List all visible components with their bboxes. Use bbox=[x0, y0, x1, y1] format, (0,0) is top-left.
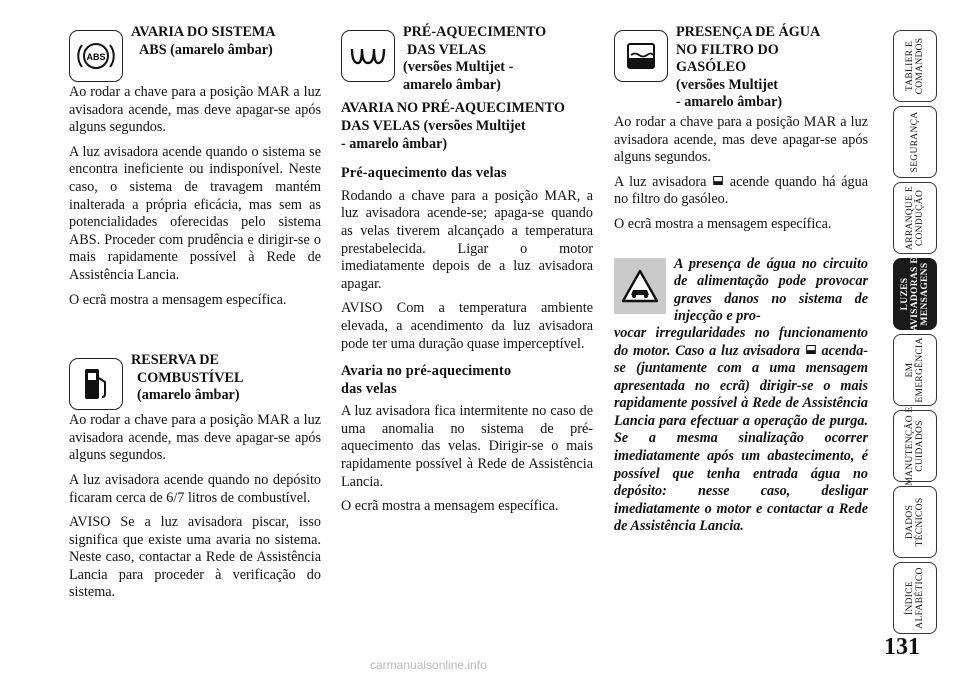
chapter-tab-6[interactable] bbox=[893, 486, 937, 558]
chapter-tab-7[interactable] bbox=[893, 562, 937, 634]
chapter-tab-2[interactable] bbox=[893, 182, 937, 254]
warning-triangle-icon bbox=[614, 258, 666, 314]
chapter-tabs bbox=[893, 30, 937, 638]
glow-subheading-1: Pré-aquecimento das velas bbox=[341, 165, 507, 182]
chapter-tab-label: LUZES AVISADORAS E MENSAGENS bbox=[900, 257, 930, 331]
water-paragraph-2 bbox=[614, 174, 868, 209]
chapter-tab-label: SEGURANÇA bbox=[910, 111, 920, 173]
page-number: 131 bbox=[884, 634, 920, 660]
fuel-title-line2: COMBUSTÍVEL bbox=[137, 369, 244, 386]
chapter-tab-3[interactable] bbox=[893, 258, 937, 330]
glow-fault-title-line2: DAS VELAS (versões Multijet bbox=[341, 117, 526, 134]
water-paragraph-3: O ecrã mostra a mensagem específica. bbox=[614, 215, 832, 232]
abs-title-line2: ABS (amarelo âmbar) bbox=[139, 41, 273, 58]
chapter-tab-label: DADOS TÉCNICOS bbox=[905, 497, 925, 547]
fuel-title-line1: RESERVA DE bbox=[131, 352, 219, 369]
fuel-title-line3: (amarelo âmbar) bbox=[137, 387, 240, 404]
warning-text-part-a: vocar irregularidades no funcionamento do motor. Caso a luz avisadora bbox=[614, 324, 868, 359]
fuel-paragraph-1: Ao rodar a chave para a posição MAR a luz avisadora acende, mas deve apagar-se após alguns segundos. bbox=[69, 412, 321, 464]
water-in-fuel-inline-icon-2 bbox=[805, 344, 817, 355]
glow-title-line3: (versões Multijet - bbox=[403, 59, 514, 76]
chapter-tab-0[interactable] bbox=[893, 30, 937, 102]
glow-paragraph-1: Rodando a chave para a posição MAR, a luz avisadora acende-se; apaga-se quando as velas tiverem alcançado a temperatura prestabelecida. Ligar o motor imediatamente depois de a luz avisadora apagar. bbox=[341, 187, 593, 292]
glow-subheading-2b: das velas bbox=[341, 380, 397, 397]
water-in-fuel-inline-icon bbox=[712, 175, 724, 186]
water-heading-block bbox=[614, 24, 868, 112]
abs-heading-block bbox=[69, 24, 321, 82]
warning-text-head: A presença de água no circuito de alimentação pode provocar graves danos no sistema de injecção e pro- bbox=[674, 255, 868, 325]
fuel-paragraph-3: AVISO Se a luz avisadora piscar, isso significa que existe uma avaria no sistema. Neste caso, contactar a Rede de Assistência Lancia para proceder à verificação do sistema. bbox=[69, 514, 321, 601]
water-title-line1: PRESENÇA DE ÁGUA bbox=[676, 24, 821, 40]
column-1 bbox=[69, 24, 321, 609]
abs-paragraph-3: O ecrã mostra a mensagem específica. bbox=[69, 291, 287, 308]
glow-title-line2: DAS VELAS bbox=[407, 41, 486, 58]
warning-note bbox=[614, 256, 868, 326]
abs-icon-text: ABS bbox=[86, 52, 106, 62]
chapter-tab-label: TABLIER E COMANDOS bbox=[905, 37, 925, 95]
chapter-tab-4[interactable] bbox=[893, 334, 937, 406]
fuel-heading-block bbox=[69, 352, 321, 410]
water-in-fuel-icon bbox=[614, 30, 668, 82]
chapter-tab-5[interactable] bbox=[893, 406, 937, 486]
column-2 bbox=[341, 24, 593, 523]
chapter-tab-label: ÍNDICE ALFABÉTICO bbox=[905, 567, 925, 629]
abs-title-line1: AVARIA DO SISTEMA bbox=[131, 24, 276, 40]
chapter-tab-1[interactable] bbox=[893, 106, 937, 178]
abs-warning-icon bbox=[69, 30, 123, 82]
glow-paragraph-2: AVISO Com a temperatura ambiente elevada, a acendimento da luz avisadora pode ter uma duração quase imperceptível. bbox=[341, 300, 593, 352]
glow-title-line4: amarelo âmbar) bbox=[403, 76, 501, 93]
water-paragraph-2-end: acende quando há água no filtro do gasóleo. bbox=[614, 173, 869, 208]
fuel-pump-icon bbox=[69, 358, 123, 410]
abs-paragraph-1: Ao rodar a chave para a posição MAR a luz avisadora acende, mas deve apagar-se após alguns segundos. bbox=[69, 84, 321, 136]
column-3 bbox=[614, 24, 868, 536]
water-title-line5: - amarelo âmbar) bbox=[676, 94, 783, 111]
water-paragraph-2-start: A luz avisadora bbox=[614, 173, 707, 190]
chapter-tab-label: ARRANQUE E CONDUÇÃO bbox=[905, 186, 925, 250]
fuel-paragraph-2: A luz avisadora acende quando no depósito ficaram cerca de 6/7 litros de combustível. bbox=[69, 471, 321, 506]
water-title-line4: (versões Multijet bbox=[676, 76, 779, 93]
abs-paragraph-2: A luz avisadora acende quando o sistema se encontra ineficiente ou indisponível. Neste caso, o sistema de travagem mantém inalterada a própria eficácia, mas sem as potencialidades oferecidas pelo sistema ABS. Proceder com prudência e dirigir-se o mais rapidamente possível à Rede de Assistência Lancia. bbox=[69, 143, 321, 283]
water-paragraph-1: Ao rodar a chave para a posição MAR a luz avisadora acende, mas deve apagar-se após alguns segundos. bbox=[614, 113, 868, 166]
watermark: carmanualsonline.info bbox=[370, 658, 487, 672]
glow-heading-block bbox=[341, 24, 593, 94]
glow-paragraph-4: O ecrã mostra a mensagem específica. bbox=[341, 498, 559, 515]
glow-subheading-2a: Avaria no pré-aquecimento bbox=[341, 363, 512, 380]
glow-fault-title-line1: AVARIA NO PRÉ-AQUECIMENTO bbox=[341, 100, 565, 117]
glow-fault-title-line3: - amarelo âmbar) bbox=[341, 135, 448, 152]
chapter-tab-label: EM EMERGÊNCIA bbox=[905, 337, 925, 403]
glow-title-line1: PRÉ-AQUECIMENTO bbox=[403, 24, 547, 40]
glow-paragraph-3: A luz avisadora fica intermitente no caso de uma anomalia no sistema de pré-aquecimento das velas. Dirigir-se o mais rapidamente possível à Rede de Assistência Lancia. bbox=[341, 403, 593, 490]
glow-plug-icon bbox=[341, 30, 395, 82]
warning-text-body bbox=[614, 325, 868, 536]
warning-text-part-b: acenda-se (juntamente com a uma mensagem apresentada no ecrã) dirigir-se o mais rapidamente possível à Rede de Assistência Lancia para efectuar a operação de purga. Se a mesma sinalização ocorrer imediatamente após um abastecimento, é possível que tenha entrada água no depósito: nesse caso, desligar imediatamente o motor e contactar a Rede de Assistência Lancia. bbox=[614, 342, 869, 535]
water-title-line2: NO FILTRO DO bbox=[676, 41, 779, 58]
chapter-tab-label: MANUTENÇÃO E CUIDADOS bbox=[905, 406, 925, 486]
water-title-line3: GASÓLEO bbox=[676, 59, 747, 76]
